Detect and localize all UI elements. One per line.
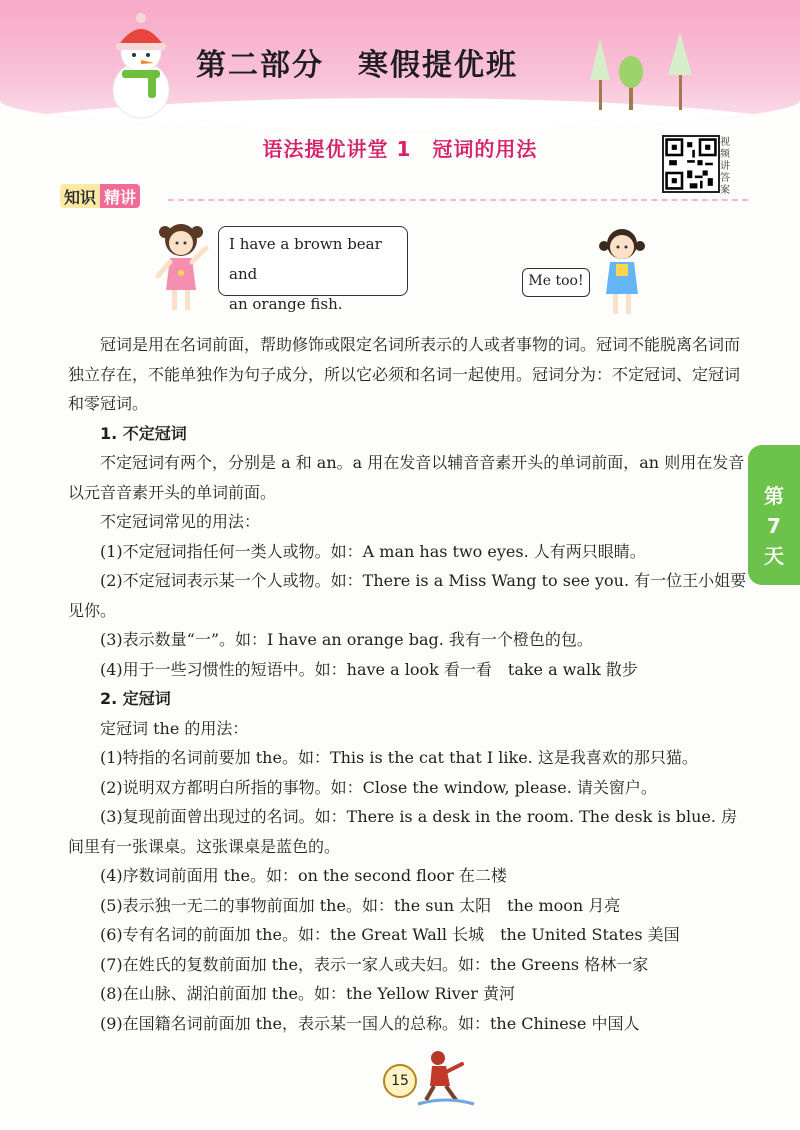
usage-item: (5)表示独一无二的事物前面加 the。如：the sun 太阳 the moon 月亮 bbox=[100, 895, 621, 915]
lesson-title: 语法提优讲堂 1 冠词的用法 bbox=[262, 137, 538, 161]
usage-item: (4)用于一些习惯性的短语中。如：have a look 看一看 take a walk 散步 bbox=[100, 659, 638, 679]
usage-item: (4)序数词前面用 the。如：on the second floor 在二楼 bbox=[100, 866, 507, 885]
usage-item: (8)在山脉、湖泊前面加 the。如：the Yellow River 黄河 bbox=[100, 984, 515, 1003]
speech-bubble-right: Me too! bbox=[522, 268, 590, 297]
heading-indefinite-article: 1. 不定冠词 bbox=[100, 423, 187, 443]
usage-item: (9)在国籍名词前面加 the，表示某一国人的总称。如：the Chinese 中国人 bbox=[100, 1013, 640, 1033]
girl-illustration-left bbox=[150, 218, 212, 318]
section-tag-part1: 知识 bbox=[60, 184, 100, 208]
skater-illustration bbox=[416, 1048, 476, 1110]
side-tab-line1: 第 bbox=[764, 484, 784, 508]
trees-illustration bbox=[585, 30, 705, 120]
usage-item: (7)在姓氏的复数前面加 the，表示一家人或夫妇。如：the Greens 格林一家 bbox=[100, 954, 649, 974]
section-tag bbox=[60, 184, 140, 208]
header-banner bbox=[0, 0, 800, 130]
banner-class-name: 寒假提优班 bbox=[358, 48, 518, 83]
usage-item: (1)特指的名词前要加 the。如：This is the cat that I like. 这是我喜欢的那只猫。 bbox=[100, 748, 698, 767]
paragraph-indefinite-usage: 不定冠词常见的用法： bbox=[100, 512, 261, 531]
paragraph-definite-usage: 定冠词 the 的用法： bbox=[100, 718, 249, 738]
article-body bbox=[68, 330, 752, 1038]
usage-item: (3)表示数量“一”。如：I have an orange bag. 我有一个橙色的包。 bbox=[100, 630, 593, 649]
paragraph-indefinite: 不定冠词有两个，分别是 a 和 an。a 用在发音以辅音音素开头的单词前面，an 则用在发音以元音音素开头的单词前面。 bbox=[68, 453, 745, 502]
usage-item: (2)说明双方都明白所指的事物。如：Close the window, please. 请关窗户。 bbox=[100, 777, 657, 797]
page-number: 15 bbox=[383, 1064, 417, 1098]
snowman-illustration bbox=[96, 10, 186, 120]
side-tab-line2: 7 bbox=[767, 514, 781, 538]
speech-bubble-left bbox=[218, 226, 408, 313]
usage-item: (2)不定冠词表示某一个人或物。如：There is a Miss Wang to see you. 有一位王小姐要见你。 bbox=[68, 571, 747, 620]
heading-definite-article: 2. 定冠词 bbox=[100, 689, 171, 708]
bubble-line-2: an orange fish. bbox=[229, 295, 343, 313]
side-tab-line3: 天 bbox=[764, 544, 784, 568]
paragraph-intro: 冠词是用在名词前面，帮助修饰或限定名词所表示的人或者事物的词。冠词不能脱离名词而独立存在，不能单独作为句子成分，所以它必须和名词一起使用。冠词分为：不定冠词、定冠词和零冠词。 bbox=[68, 335, 741, 413]
usage-item: (1)不定冠词指任何一类人或物。如：A man has two eyes. 人有两只眼睛。 bbox=[100, 541, 646, 561]
girl-illustration-right bbox=[592, 222, 652, 322]
banner-title bbox=[196, 40, 518, 84]
bubble-line-1: I have a brown bear and bbox=[229, 235, 382, 283]
day-side-tab bbox=[748, 445, 800, 585]
qr-code[interactable] bbox=[662, 135, 720, 193]
banner-part: 第二部分 bbox=[196, 48, 324, 83]
usage-item: (3)复现前面曾出现过的名词。如：There is a desk in the room. The desk is blue. 房间里有一张课桌。这张课桌是蓝色的。 bbox=[68, 807, 738, 856]
section-divider bbox=[168, 199, 748, 201]
section-tag-part2: 精讲 bbox=[100, 184, 140, 208]
qr-label: 视频讲答案 bbox=[720, 137, 730, 196]
usage-item: (6)专有名词的前面加 the。如：the Great Wall 长城 the United States 美国 bbox=[100, 925, 680, 944]
